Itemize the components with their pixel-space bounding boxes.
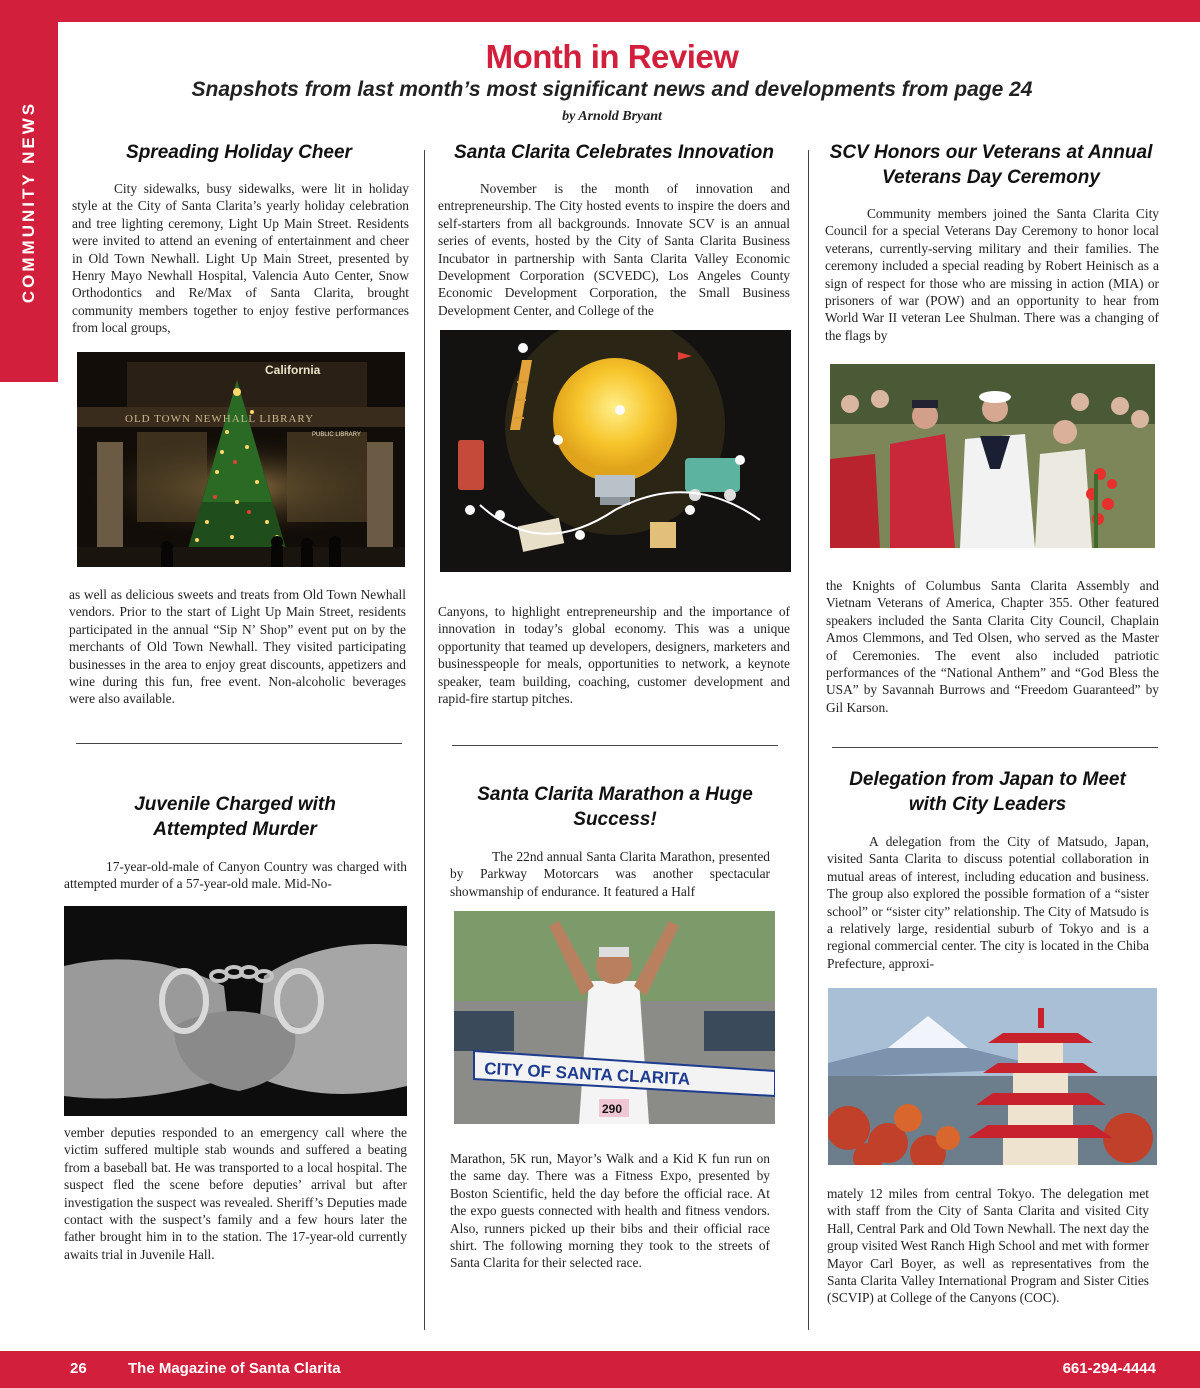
article-text: the Knights of Columbus Santa Clarita Assembly and Vietnam Veterans of America, Chapter 355. Other featured speakers included the Santa Clarita City Council, Chaplain Amos Clemmons, and Ted Olsen, who served as the Master of Ceremonies. The event also included patriotic performances of the “National Anthem” and “God Bless the USA” by Savannah Burrows and “Freedom Guaranteed” by Gil Karson. xyxy=(826,578,1159,715)
page-subtitle: Snapshots from last month’s most significant news and developments from page 24 xyxy=(191,78,1033,101)
handcuffs-photo xyxy=(64,906,407,1116)
article-text: A delegation from the City of Matsudo, Japan, visited Santa Clarita to discuss potential collaboration in mutual areas of interest, including education and business. The group also explored the possible formation of a “sister school” or “sister city” relationship. The City of Matsudo is a relatively large, residential suburb of Tokyo and is a regional commercial center. The city is located in the Chiba Prefecture, approxi- xyxy=(827,834,1149,971)
column-divider xyxy=(424,150,425,1330)
finish-banner-text: CITY OF SANTA CLARITA xyxy=(483,1059,691,1089)
article-headline: Juvenile Charged with Attempted Murder xyxy=(134,794,336,840)
top-color-bar xyxy=(0,0,1200,22)
marathon-finish-photo xyxy=(454,911,775,1124)
race-bib-number: 290 xyxy=(602,1102,623,1116)
article-text: vember deputies responded to an emergency call where the victim suffered multiple stab wounds and suffered a beating from a baseball bat. He was transported to a local hospital. The suspect fled the scene before deputies’ arrival but after investigation the suspect was revealed. Sheriff’s Deputies made contact with the suspect’s family and a few hours later the father brought him in to the station. The 17-year-old currently awaits trial in Juvenile Hall. xyxy=(64,1125,407,1262)
phone-number: 661-294-4444 xyxy=(1062,1360,1156,1377)
section-divider xyxy=(76,743,402,744)
article-headline: Delegation from Japan to Meet with City Leaders xyxy=(849,769,1126,815)
innovation-illustration xyxy=(440,330,791,572)
photo-sign-text: California xyxy=(265,363,321,377)
column-divider xyxy=(808,150,809,1330)
article-text: as well as delicious sweets and treats from Old Town Newhall vendors. Prior to the start of Light Up Main Street, residents participated in the annual “Sip N’ Shop” event put on by the merchants of Old Town Newhall. They visited participating businesses in the area to enjoy great discounts, appetizers and wine during this fun, free event. Non-alcoholic beverages were also available. xyxy=(69,587,406,707)
article-text: Marathon, 5K run, Mayor’s Walk and a Kid K fun run on the same day. There was a Fitness Expo, presented by Boston Scientific, held the day before the official race. At the expo guests connected with health and fitness vendors. Also, runners picked up their bibs and their official race shirt. The following morning they took to the streets of Santa Clarita for their selected race. xyxy=(450,1151,770,1271)
page-title: Month in Review xyxy=(485,38,739,75)
article-headline: Spreading Holiday Cheer xyxy=(126,142,352,163)
page-number: 26 xyxy=(70,1360,87,1377)
magazine-name: The Magazine of Santa Clarita xyxy=(128,1360,341,1377)
tree-lighting-photo xyxy=(77,352,405,567)
article-text: mately 12 miles from central Tokyo. The delegation met with staff from the City of Santa Clarita and visited City Hall, Central Park and Old Town Newhall. The next day the group visited West Ranch High School and met with former Mayor Carl Boyer, as well as representatives from the Santa Clarita Valley International Program and Sister Cities (SCVIP) at College of the Canyons (COC). xyxy=(827,1186,1149,1306)
article-text: City sidewalks, busy sidewalks, were lit in holiday style at the City of Santa Clarita’s yearly holiday celebration and tree lighting ceremony, Light Up Main Street. Residents were invited to attend an evening of entertainment and cheer in Old Town Newhall. Light Up Main Street, presented by Henry Mayo Newhall Hospital, Valencia Auto Center, Snow Orthodontics and Re/Max of Santa Clarita, brought community members together to enjoy festive performances from local groups, xyxy=(72,181,409,336)
photo-sign-text: OLD TOWN NEWHALL LIBRARY xyxy=(125,413,315,425)
section-tab-label: COMMUNITY NEWS xyxy=(19,100,38,304)
article-text: Community members joined the Santa Clarita City Council for a special Veterans Day Ceremony to honor local veterans, currently-serving military and their families. The ceremony included a special reading by Robert Heinisch as a sign of respect for those who are missing in action (MIA) or prisoners of war (POW) and an opportunity to hear from World War II veteran Lee Shulman. There was a changing of the flags by xyxy=(825,206,1159,343)
article-text: November is the month of innovation and entrepreneurship. The City hosted events to inspire the doers and self-starters from all backgrounds. Innovate SCV is an annual series of events, hosted by the City of Santa Clarita Business Incubator in partnership with Santa Clarita Valley Economic Development Corporation (SCVEDC), Los Angeles County Economic Development Corporation, the Small Business Development Center, and College of the xyxy=(438,181,790,318)
article-headline: SCV Honors our Veterans at Annual Veterans Day Ceremony xyxy=(829,142,1153,188)
section-divider xyxy=(452,745,778,746)
photo-sign-text: PUBLIC LIBRARY xyxy=(312,432,361,438)
byline: by Arnold Bryant xyxy=(562,109,662,124)
article-text: The 22nd annual Santa Clarita Marathon, presented by Parkway Motorcars was another spectacular showmanship of endurance. It featured a Half xyxy=(450,849,770,899)
article-headline: Santa Clarita Marathon a Huge Success! xyxy=(477,784,753,830)
veterans-ceremony-photo xyxy=(830,364,1155,548)
section-tab xyxy=(0,22,58,382)
footer-bar xyxy=(0,1351,1200,1388)
article-headline: Santa Clarita Celebrates Innovation xyxy=(454,142,774,163)
article-text: 17-year-old-male of Canyon Country was charged with attempted murder of a 57-year-old male. Mid-No- xyxy=(64,859,407,892)
section-divider xyxy=(832,747,1158,748)
article-text: Canyons, to highlight entrepreneurship and the importance of innovation in today’s global economy. This was a unique opportunity that teamed up developers, designers, marketers and businesspeople for meals, opportunities to network, a keynote speaker, team building, coaching, customer development and rapid-fire startup pitches. xyxy=(438,604,790,707)
japan-pagoda-photo xyxy=(828,988,1157,1165)
